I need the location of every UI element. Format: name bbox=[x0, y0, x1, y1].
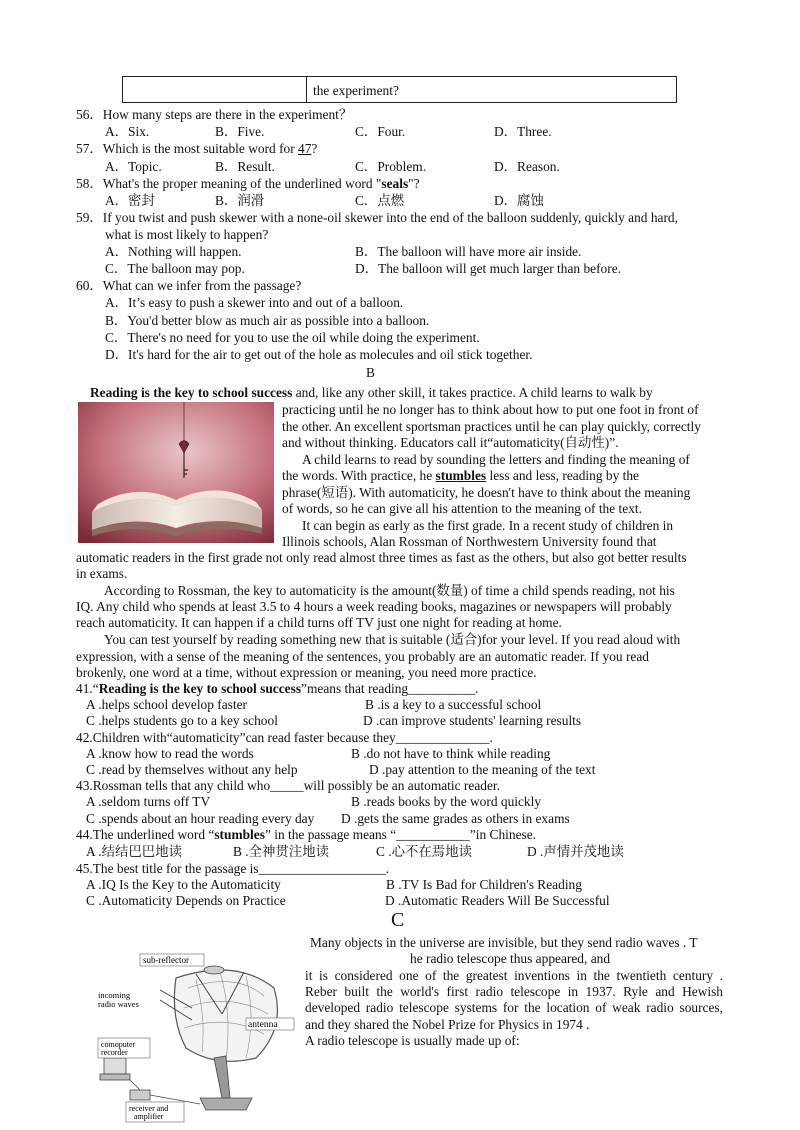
q58-option-d: D．腐蚀 bbox=[494, 193, 544, 208]
q44-option-c: C .心不在焉地读 bbox=[376, 844, 472, 859]
section-b-label: B bbox=[366, 365, 375, 380]
q58-option-c: C．点燃 bbox=[355, 193, 405, 208]
q43-option-c: C .spends about an hour reading every day bbox=[86, 811, 315, 826]
q60-option-b: B．You'd better blow as much air as possible into a balloon. bbox=[105, 313, 430, 328]
passage-b-line-3: the other. An excellent sportsman practices until he can play quickly, correctly bbox=[282, 419, 701, 434]
passage-b-line-9: It can begin as early as the first grade. In a recent study of children in bbox=[302, 518, 674, 533]
passage-b-line-13: According to Rossman, the key to automaticity is the amount(数量) of time a child spends reading, not his bbox=[104, 583, 675, 598]
label-recorder: recorder bbox=[101, 1048, 128, 1057]
q44-option-d: D .声情并茂地读 bbox=[527, 844, 624, 859]
q45-option-a: A .IQ Is the Key to the Automaticity bbox=[86, 877, 281, 892]
q60-option-d: D．It's hard for the air to get out of the hole as molecules and oil stick together. bbox=[105, 347, 533, 362]
passage-b-line-12: in exams. bbox=[76, 566, 128, 581]
question-44: 44.The underlined word “stumbles” in the passage means “___________”in Chinese. bbox=[76, 827, 537, 842]
q41-option-c: C .helps students go to a key school bbox=[86, 713, 278, 728]
q42-option-b: B .do not have to think while reading bbox=[351, 746, 551, 761]
q57-option-c: C．Problem. bbox=[355, 159, 427, 174]
q43-option-b: B .reads books by the word quickly bbox=[351, 794, 542, 809]
q42-option-d: D .pay attention to the meaning of the text bbox=[369, 762, 596, 777]
question-59-cont: what is most likely to happen? bbox=[105, 227, 269, 242]
label-incoming: incoming bbox=[98, 990, 131, 1000]
q57-option-d: D．Reason. bbox=[494, 159, 560, 174]
q43-option-a: A .seldom turns off TV bbox=[86, 794, 211, 809]
label-antenna: antenna bbox=[248, 1020, 278, 1030]
q59-option-d: D．The balloon will get much larger than before. bbox=[355, 261, 621, 276]
q45-option-b: B .TV Is Bad for Children's Reading bbox=[386, 877, 582, 892]
question-58: 58．What's the proper meaning of the underlined word "seals"? bbox=[76, 176, 420, 191]
q41-option-a: A .helps school develop faster bbox=[86, 697, 248, 712]
q58-option-b: B．润滑 bbox=[215, 193, 265, 208]
question-57: 57．Which is the most suitable word for 47? bbox=[76, 141, 318, 156]
passage-b-line-7: phrase(短语). With automaticity, he doesn't have to think about the meaning bbox=[282, 485, 691, 500]
top-table-row bbox=[122, 76, 677, 103]
label-amplifier: amplifier bbox=[134, 1112, 164, 1121]
q42-option-a: A .know how to read the words bbox=[86, 746, 254, 761]
table-cell-empty bbox=[123, 77, 307, 102]
passage-b-line-15: reach automaticity. It can happen if a child turns off TV just one night for reading at home. bbox=[76, 615, 562, 630]
passage-b-line-1: Reading is the key to school success and, like any other skill, it takes practice. A child learns to walk by bbox=[90, 385, 653, 400]
q57-option-b: B．Result. bbox=[215, 159, 275, 174]
section-c-label: C bbox=[391, 909, 405, 931]
question-41: 41.“Reading is the key to school success”means that reading__________. bbox=[76, 681, 479, 696]
passage-b-line-10: Illinois schools, Alan Rossman of Northwestern University found that bbox=[282, 534, 657, 549]
question-56: 56．How many steps are there in the experiment？ bbox=[76, 107, 353, 122]
passage-b-line-8: of words, so he can give all his attention to the meaning of the text. bbox=[282, 501, 642, 516]
question-45: 45.The best title for the passage is___________________. bbox=[76, 861, 390, 876]
passage-b-line-17: expression, with a sense of the meaning of the sentences, you probably are an automatic reader. If you read bbox=[76, 649, 649, 664]
q59-option-b: B．The balloon will have more air inside. bbox=[355, 244, 582, 259]
passage-c-line-3: it is considered one of the greatest inventions in the twentieth century . bbox=[305, 968, 723, 983]
q45-option-d: D .Automatic Readers Will Be Successful bbox=[385, 893, 610, 908]
passage-b-line-2: practicing until he no longer has to think about how to put one foot in front of bbox=[282, 402, 699, 417]
label-receiver: receiver and bbox=[129, 1104, 169, 1113]
open-book-image bbox=[78, 402, 274, 543]
passage-b-line-14: IQ. Any child who spends at least 3.5 to 4 hours a week reading books, magazines or newspapers will probably bbox=[76, 599, 672, 614]
passage-b-line-6: the words. With practice, he stumbles less and less, reading by the bbox=[282, 468, 639, 483]
passage-c-line-6: and they shared the Nobel Prize for Physics in 1974 . bbox=[305, 1017, 590, 1032]
passage-b-line-4: and without thinking. Educators call it“automaticity(自动性)”. bbox=[282, 435, 619, 450]
q56-option-a: A．Six. bbox=[105, 124, 150, 139]
q58-option-a: A．密封 bbox=[105, 193, 155, 208]
q41-option-d: D .can improve students' learning results bbox=[363, 713, 582, 728]
passage-c-line-2: he radio telescope thus appeared, and bbox=[410, 951, 611, 966]
passage-c-line-7: A radio telescope is usually made up of: bbox=[305, 1033, 520, 1048]
q45-option-c: C .Automaticity Depends on Practice bbox=[86, 893, 286, 908]
q56-option-d: D．Three. bbox=[494, 124, 552, 139]
passage-c-line-5: developed radio telescope systems for the location of weak radio sources, bbox=[305, 1000, 723, 1015]
q60-option-c: C．There's no need for you to use the oil while doing the experiment. bbox=[105, 330, 480, 345]
q59-option-c: C．The balloon may pop. bbox=[105, 261, 245, 276]
q42-option-c: C .read by themselves without any help bbox=[86, 762, 298, 777]
question-42: 42.Children with“automaticity”can read faster because they______________. bbox=[76, 730, 493, 745]
passage-c-line-4: Reber built the world's first radio telescope in 1937. Ryle and Hewish bbox=[305, 984, 723, 999]
question-60: 60．What can we infer from the passage? bbox=[76, 278, 302, 293]
label-computer: comoputer bbox=[101, 1040, 136, 1049]
table-cell-text: the experiment? bbox=[313, 83, 399, 98]
q60-option-a: A．It’s easy to push a skewer into and out of a balloon. bbox=[105, 295, 404, 310]
question-59: 59．If you twist and push skewer with a none-oil skewer into the end of the balloon suddenly, quickly and hard, bbox=[76, 210, 678, 225]
q57-option-a: A．Topic. bbox=[105, 159, 162, 174]
q56-option-c: C．Four. bbox=[355, 124, 406, 139]
passage-b-line-11: automatic readers in the first grade not only read almost three times as fast as the others, but also got better results bbox=[76, 550, 687, 565]
q43-option-d: D .gets the same grades as others in exams bbox=[341, 811, 570, 826]
passage-b-line-18: brokenly, one word at a time, without expression or meaning, you need more practice. bbox=[76, 665, 537, 680]
question-43: 43.Rossman tells that any child who_____will possibly be an automatic reader. bbox=[76, 778, 500, 793]
passage-b-line-5: A child learns to read by sounding the letters and finding the meaning of bbox=[302, 452, 690, 467]
passage-b-line-16: You can test yourself by reading something new that is suitable (适合)for your level. If you read aloud with bbox=[104, 632, 681, 647]
label-sub-reflector: sub-reflector bbox=[143, 955, 189, 965]
q44-option-a: A .结结巴巴地读 bbox=[86, 844, 182, 859]
q41-option-b: B .is a key to a successful school bbox=[365, 697, 542, 712]
q44-option-b: B .全神贯注地读 bbox=[233, 844, 329, 859]
q59-option-a: A．Nothing will happen. bbox=[105, 244, 242, 259]
radio-telescope-diagram bbox=[96, 948, 296, 1124]
passage-c-line-1: Many objects in the universe are invisible, but they send radio waves . T bbox=[310, 935, 698, 950]
q56-option-b: B．Five. bbox=[215, 124, 265, 139]
label-radio-waves: radio waves bbox=[98, 999, 139, 1009]
